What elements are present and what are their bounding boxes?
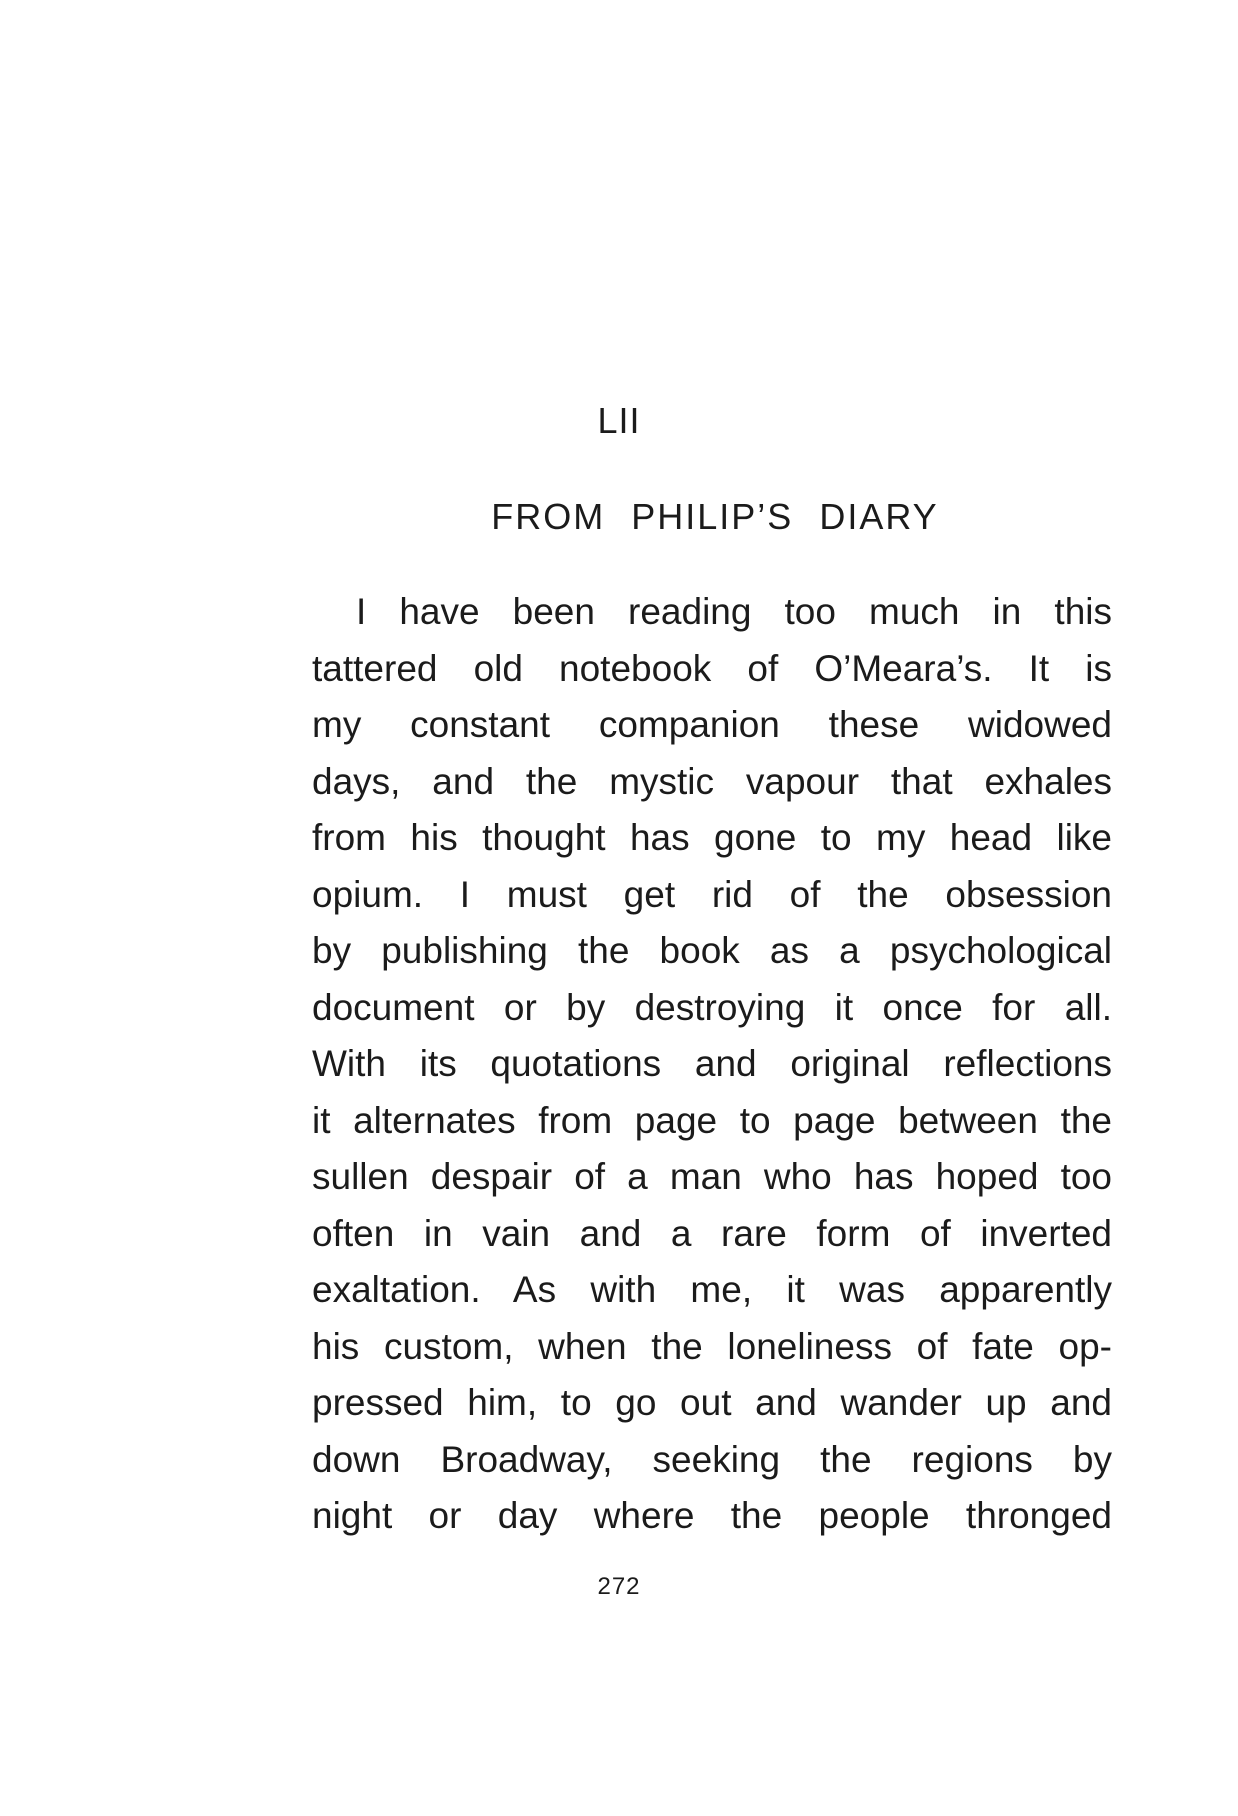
text-line: tattered old notebook of O’Meara’s. It is — [312, 647, 1112, 689]
text-line: document or by destroying it once for all. — [312, 986, 1112, 1028]
text-line: With its quotations and original reflections — [312, 1043, 1112, 1084]
text-line: night or day where the people thronged — [312, 1495, 1112, 1536]
text-line: opium. I must get rid of the obsession — [312, 873, 1112, 915]
text-line: by publishing the book as a psychological — [312, 930, 1112, 971]
text-line: down Broadway, seeking the regions by — [312, 1438, 1112, 1480]
text-line: days, and the mystic vapour that exhales — [312, 760, 1112, 802]
chapter-title: FROM PHILIP’S DIARY — [491, 496, 939, 537]
text-line: I have been reading too much in this — [356, 591, 1112, 632]
text-line: it alternates from page to page between the — [312, 1099, 1112, 1141]
text-line: my constant companion these widowed — [312, 704, 1112, 745]
text-line: his custom, when the loneliness of fate op- — [312, 1325, 1112, 1367]
text-line: pressed him, to go out and wander up and — [312, 1382, 1112, 1423]
chapter-number: LII — [597, 400, 641, 441]
text-line: often in vain and a rare form of inverted — [312, 1212, 1112, 1254]
text-line: sullen despair of a man who has hoped too — [312, 1156, 1112, 1197]
page-number: 272 — [597, 1573, 641, 1600]
text-line: exaltation. As with me, it was apparently — [312, 1269, 1112, 1310]
body-text — [312, 584, 1112, 1545]
text-line: from his thought has gone to my head like — [312, 817, 1112, 858]
